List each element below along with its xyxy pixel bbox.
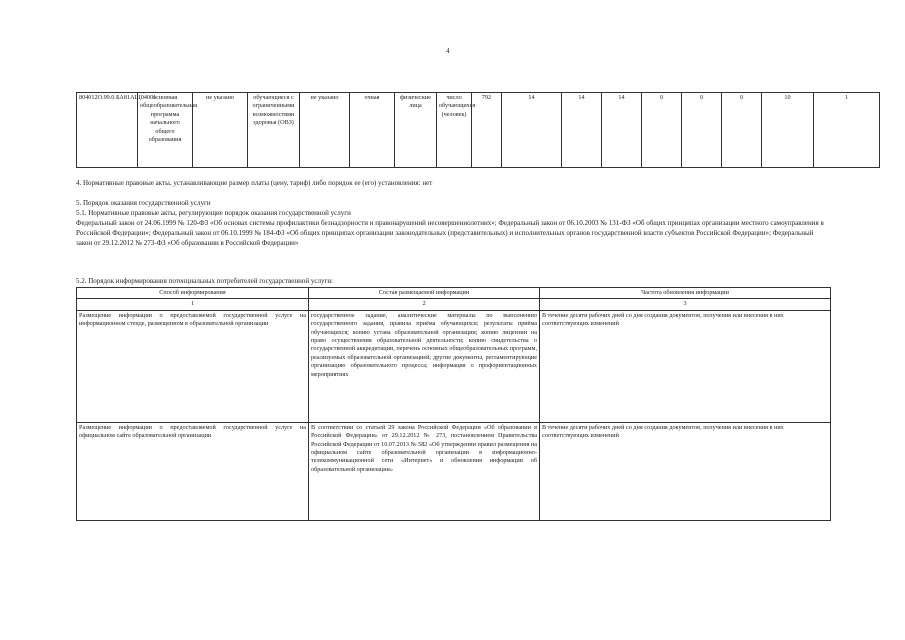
indicators-table bbox=[76, 92, 880, 168]
table-cell: 10 bbox=[762, 93, 814, 168]
column-header: Состав размещаемой информации bbox=[309, 288, 540, 299]
table-row bbox=[77, 310, 831, 422]
table-cell: 14 bbox=[502, 93, 562, 168]
table-cell: 14 bbox=[602, 93, 642, 168]
column-number: 2 bbox=[309, 299, 540, 310]
table-cell: В течение десяти рабочих дней со дня создания документов, получения или внесения в них соответствующих изменений bbox=[540, 310, 831, 422]
table-cell: 14 bbox=[562, 93, 602, 168]
column-number: 3 bbox=[540, 299, 831, 310]
table-cell: В течение десяти рабочих дней со дня создания документов, получения или внесения в них соответствующих изменений bbox=[540, 422, 831, 520]
table-cell: не указано bbox=[300, 93, 350, 168]
section-5-1-text: Федеральный закон от 24.06.1999 № 120-ФЗ «Об основах системы профилактики безнадзорности и правонарушений несовершеннолетних»; Федеральный закон от 06.10.2003 № 131-ФЗ «Об общих принципах организации местного самоуправления в Российской Федерации»; Федеральный закон от 06.10.1999 № 184-ФЗ «Об общих принципах организации законодательных (представительных) и исполнительных органов государственной власти субъектов Российской Федерации»; Федеральный закон от 29.12.2012 № 273-ФЗ «Об образовании в Российской Федерации» bbox=[76, 219, 824, 247]
table-cell: Размещение информации о предоставляемой государственной услуге на информационном стенде, размещенном в образовательной организации bbox=[77, 310, 309, 422]
page-number: 4 bbox=[446, 47, 450, 55]
table-cell: государственное задание, аналитические материалы по выполнению государственного задания, правила приёма обучающихся; результаты приёма обучающихся; копию устава образовательной организации; копию лицензии на право осуществления образовательной деятельности; копию свидетельства о государственной аккредитации, перечень основных общеобразовательных программ, реализуемых образовательной организацией; другие документы, регламентирующие организацию образовательного процесса; информация о профориентационных мероприятиях bbox=[309, 310, 540, 422]
table-cell: 804012О.99.0.БА81АЩ04001 bbox=[77, 93, 138, 168]
column-number-row bbox=[77, 299, 831, 310]
table-cell: 1 bbox=[814, 93, 880, 168]
table-cell: 792 bbox=[472, 93, 502, 168]
table-cell: основная общеобразовательная программа начального общего образования bbox=[138, 93, 193, 168]
table-cell: число обучающихся (человек) bbox=[437, 93, 472, 168]
table-cell: очная bbox=[350, 93, 395, 168]
table-cell: 0 bbox=[682, 93, 722, 168]
table-row bbox=[77, 422, 831, 520]
section-5-1-title: 5.1. Нормативные правовые акты, регулирующие порядок оказания государственной услуги bbox=[76, 209, 351, 217]
table-cell: физические лица bbox=[395, 93, 437, 168]
table-cell: 0 bbox=[722, 93, 762, 168]
section-5-title: 5. Порядок оказания государственной услуги bbox=[76, 199, 211, 207]
table-cell: В соответствии со статьей 29 закона Российской Федерации «Об образовании в Российской Федерации» от 29.12.2012 № 273, постановлением Правительства Российской Федерации от 10.07.2013 № 582 «Об утверждении правил размещения на официальном сайте образовательной организации в информационно-телекоммуникационной сети «Интернет» и обновления информации об образовательной организации» bbox=[309, 422, 540, 520]
column-number: 1 bbox=[77, 299, 309, 310]
section-5-2-title: 5.2. Порядок информирования потенциальных потребителей государственной услуги: bbox=[76, 277, 334, 285]
column-header: Частота обновления информации bbox=[540, 288, 831, 299]
column-header: Способ информирования bbox=[77, 288, 309, 299]
information-table bbox=[76, 287, 831, 521]
table-cell: обучающиеся с ограниченными возможностями здоровья (ОВЗ) bbox=[248, 93, 300, 168]
table-row bbox=[77, 93, 880, 168]
table-cell: не указано bbox=[193, 93, 248, 168]
table-header-row bbox=[77, 288, 831, 299]
table-cell: 0 bbox=[642, 93, 682, 168]
table-cell: Размещение информации о предоставляемой государственной услуге на официальном сайте образовательной организации bbox=[77, 422, 309, 520]
section-4-text: 4. Нормативные правовые акты, устанавливающие размер платы (цену, тариф) либо порядок ее (его) установления: нет bbox=[76, 179, 433, 187]
